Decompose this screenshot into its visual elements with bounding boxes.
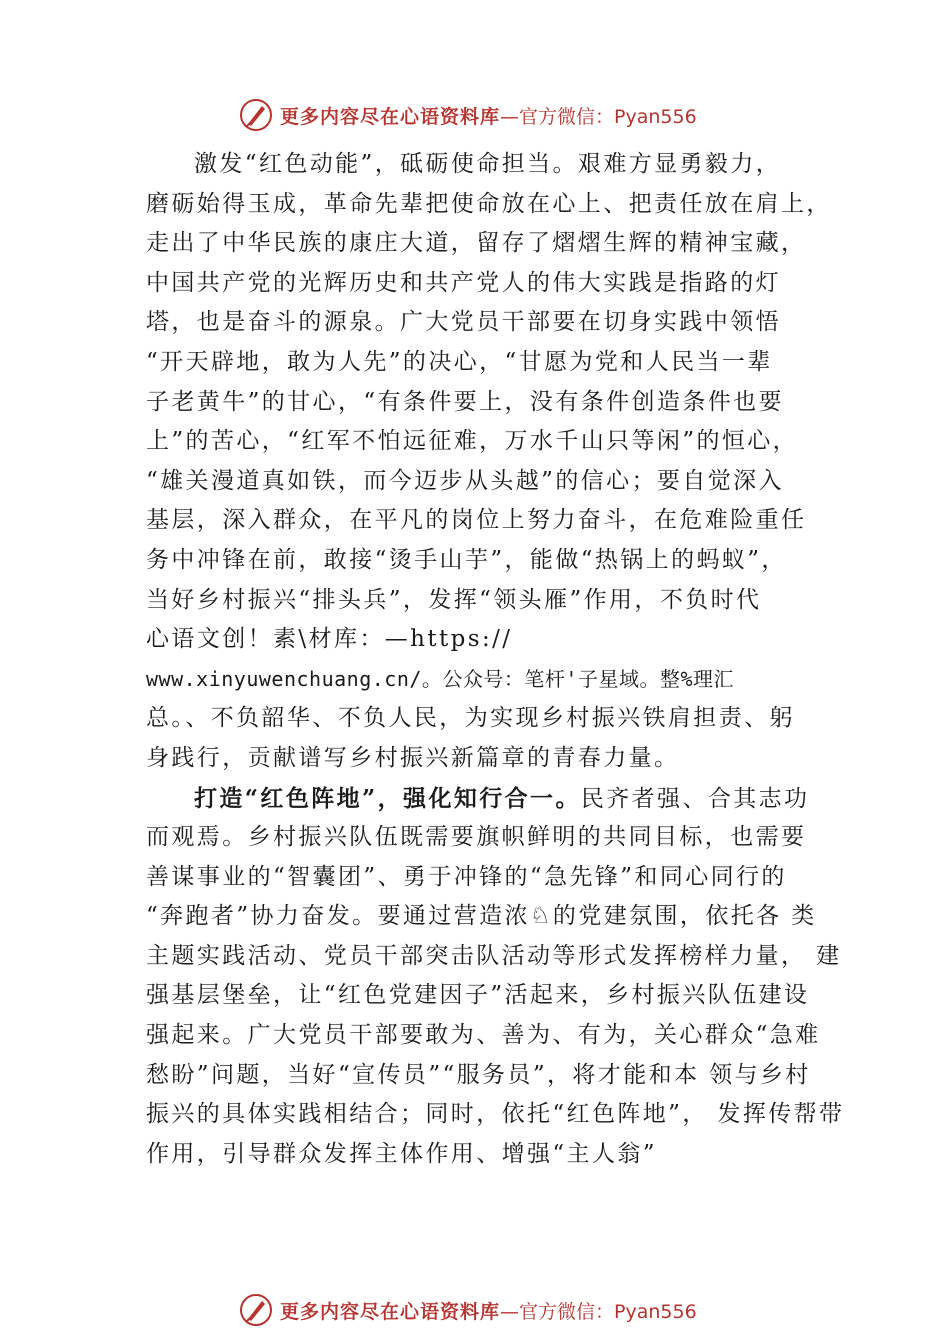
banner-sub-text: —官方微信：Pyan556 [500,105,697,128]
text-line: 塔，也是奋斗的源泉。广大党员干部要在切身实践中领悟 [146,309,781,336]
text-line: 强基层堡垒，让“红色党建因子”活起来，乡村振兴队伍建设 [146,982,810,1009]
text-line: 主题实践活动、党员干部突击队活动等形式发挥榜样力量， 建 [146,942,842,969]
header-watermark-banner [238,95,697,135]
banner-sub-text: —官方微信：Pyan556 [500,1300,697,1323]
text-line: 磨砺始得玉成，革命先辈把使命放在心上、把责任放在肩上， [146,190,832,217]
text-line: 中国共产党的光辉历史和共产党人的伟大实践是指路的灯 [146,269,781,296]
text-line: 基层，深入群众，在平凡的岗位上努力奋斗，在危难险重任 [146,507,807,534]
text-line: 善谋事业的“智囊团”、勇于冲锋的“急先锋”和同心同行的 [146,863,787,890]
banner-main-text: 更多内容尽在心语资料库 [280,1300,501,1323]
text-line: 愁盼”问题，当好“宣传员”“服务员”，将才能和本 领与乡村 [146,1061,811,1088]
text-line: 走出了中华民族的康庄大道，留存了熠熠生辉的精神宝藏， [146,230,807,257]
text-line: 而观焉。乡村振兴队伍既需要旗帜鲜明的共同目标，也需要 [146,824,807,851]
quill-pen-logo-icon [238,1292,274,1328]
text-line: 当好乡村振兴“排头兵”，发挥“领头雁”作用，不负时代 [146,586,762,613]
text-line: 作用，引导群众发挥主体作用、增强“主人翁” [146,1140,657,1167]
banner-main-text: 更多内容尽在心语资料库 [280,105,501,128]
text-line: 子老黄牛”的甘心，“有条件要上，没有条件创造条件也要 [146,388,784,415]
text-line: 振兴的具体实践相结合；同时，依托“红色阵地”， 发挥传帮带 [146,1101,845,1128]
text-line: “雄关漫道真如铁，而今迈步从头越”的信心；要自觉深入 [146,467,784,494]
text-line: www.xinyuwenchuang.cn/。公众号：笔杆'子星域。整%理汇 [146,666,734,691]
text-line: “开天辟地，敢为人先”的决心，“甘愿为党和人民当一辈 [146,348,773,375]
text-line: 务中冲锋在前，敢接“烫手山芋”，能做“热锅上的蚂蚁”， [146,546,787,573]
text-line: 身践行，贡献谱写乡村振兴新篇章的青春力量。 [146,744,680,771]
text-line: 总。、不负韶华、不负人民，为实现乡村振兴铁肩担责、躬 [146,705,795,732]
text-line: 激发“红色动能”，砥砺使命担当。艰难方显勇毅力， [194,151,782,177]
paragraph-2-first-line [146,779,836,819]
footer-watermark-banner [238,1290,697,1330]
text-line: 民齐者强、合其志功 [580,785,810,812]
text-line: 强起来。广大党员干部要敢为、善为、有为，关心群众“急难 [146,1022,821,1049]
text-line: 上”的苦心，“红军不怕远征难，万水千山只等闲”的恒心， [146,428,799,455]
text-line: “奔跑者”协力奋发。要通过营造浓♘的党建氛围，依托各 类 [146,903,817,930]
text-line: 心语文创！素\材库：—https:// [146,626,513,653]
document-body [146,145,845,1174]
section-heading: 打造“红色阵地”，强化知行合一。 [194,784,581,812]
quill-pen-logo-icon [238,97,274,133]
